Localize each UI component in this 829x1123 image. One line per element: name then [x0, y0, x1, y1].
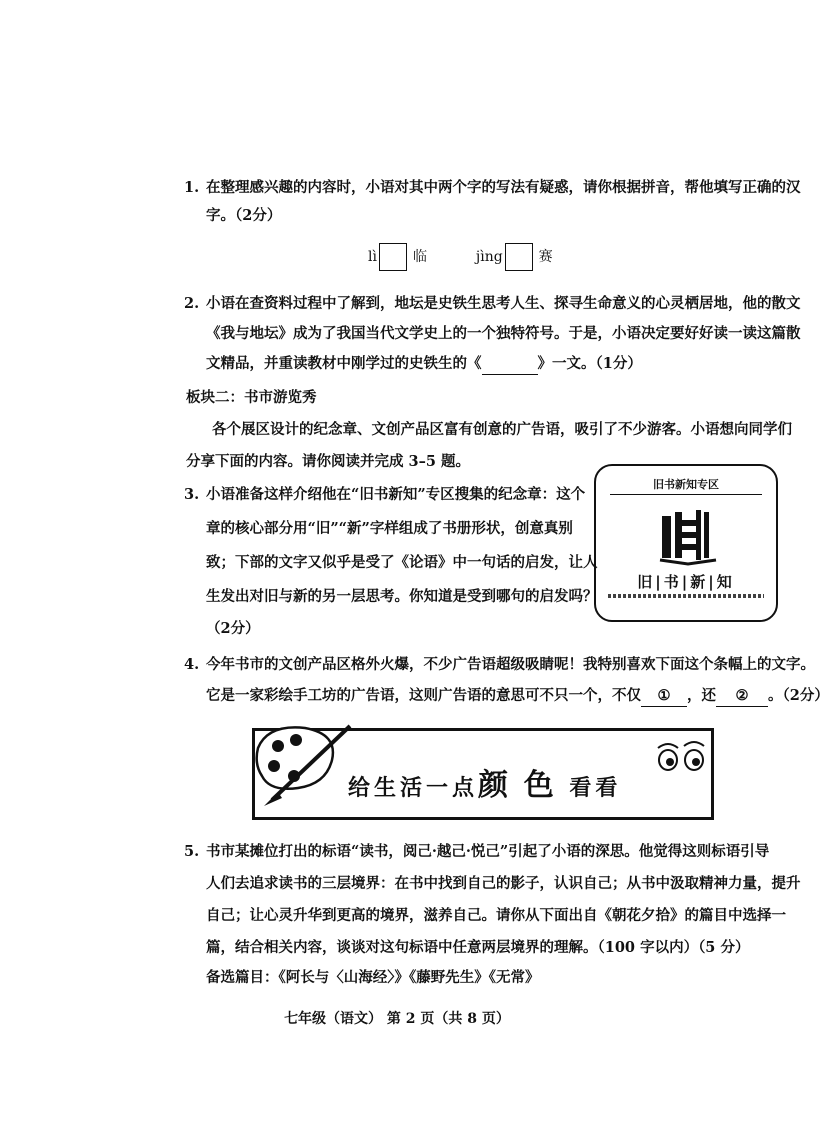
q3-line-3: 致；下部的文字又似乎是受了《论语》中一句话的启发，让人	[206, 554, 598, 571]
q4-line-1: 今年书市的文创产品区格外火爆，不少广告语超级吸睛呢！我特别喜欢下面这个条幅上的文字。	[206, 656, 815, 673]
q5-line-5: 备选篇目：《阿长与〈山海经〉》《藤野先生》《无常》	[206, 969, 540, 986]
q2-line-3-start: 文精品，并重读教材中刚学过的史铁生的《	[206, 355, 482, 372]
q1-number: 1.	[184, 179, 200, 196]
pinyin-2: jìng	[475, 249, 503, 265]
q5-line-3: 自己；让心灵升华到更高的境界，滋养自己。请你从下面出自《朝花夕拾》的篇目中选择一	[206, 907, 786, 924]
q3-line-2: 章的核心部分用“旧”“新”字样组成了书册形状，创意真别	[206, 520, 573, 537]
commemorative-badge	[594, 464, 778, 622]
q4-blank-2[interactable]: ②	[716, 686, 768, 707]
badge-title: 旧书新知专区	[653, 478, 719, 491]
banner-part-1: 给生活一点	[348, 776, 479, 801]
q3-line-5: （2分）	[206, 620, 260, 637]
q5-line-1: 书市某摊位打出的标语“读书，阅己·越己·悦己”引起了小语的深思。他觉得这则标语引导	[206, 843, 770, 860]
word-2: 赛	[538, 249, 553, 265]
q5-line-2: 人们去追求读书的三层境界：在书中找到自己的影子，认识自己；从书中汲取精神力量，提升	[206, 875, 801, 892]
q1-line-1: 在整理感兴趣的内容时，小语对其中两个字的写法有疑惑，请你根据拼音，帮他填写正确的汉	[206, 179, 801, 196]
q5-number: 5.	[184, 843, 200, 860]
q3-line-4: 生发出对旧与新的另一层思考。你知道是受到哪句的启发吗？	[206, 588, 598, 605]
banner-part-4: 看看	[569, 776, 622, 801]
page-footer: 七年级（语文） 第 2 页（共 8 页）	[284, 1011, 510, 1027]
palette-brush-icon	[250, 718, 360, 808]
pinyin-1: lì	[368, 249, 377, 265]
q4-number: 4.	[184, 656, 200, 673]
q1-line-2: 字。（2分）	[206, 207, 282, 224]
q2-answer-blank[interactable]	[482, 354, 538, 375]
q2-line-3	[206, 354, 642, 375]
q2-line-1: 小语在查资料过程中了解到，地坛是史铁生思考人生、探寻生命意义的心灵栖居地，他的散文	[206, 295, 801, 312]
banner-slogan	[348, 760, 621, 804]
q4-blank-1[interactable]: ①	[641, 686, 687, 707]
q5-line-4: 篇，结合相关内容，谈谈对这句标语中任意两层境界的理解。（100 字以内）（5 分）	[206, 939, 750, 956]
q1-pinyin-row	[368, 243, 553, 271]
q3-number: 3.	[184, 486, 200, 503]
q4-line-2-start: 它是一家彩绘手工坊的广告语，这则广告语的意思可不只一个，不仅	[206, 687, 641, 704]
eyes-doodle-icon	[654, 738, 710, 782]
answer-box-2[interactable]	[505, 243, 533, 271]
q4-line-2-mid: ，还	[687, 687, 716, 704]
section-2-intro-2: 分享下面的内容。请你阅读并完成 3–5 题。	[186, 453, 471, 470]
book-logo-icon	[658, 508, 718, 568]
q2-number: 2.	[184, 295, 200, 312]
section-2-intro-1: 各个展区设计的纪念章、文创产品区富有创意的广告语，吸引了不少游客。小语想向同学们	[212, 421, 792, 438]
q2-line-2: 《我与地坛》成为了我国当代文学史上的一个独特符号。于是，小语决定要好好读一读这篇散	[206, 325, 801, 342]
banner-part-3: 色	[523, 768, 558, 803]
q3-line-1: 小语准备这样介绍他在“旧书新知”专区搜集的纪念章：这个	[206, 486, 586, 503]
section-2-title: 板块二：书市游览秀	[186, 389, 317, 406]
banner-part-2: 颜	[478, 768, 513, 803]
answer-box-1[interactable]	[379, 243, 407, 271]
q4-line-2	[206, 686, 829, 707]
word-1: 临	[412, 249, 427, 265]
q2-line-3-end: 》一文。（1分）	[537, 355, 642, 372]
badge-name: 旧|书|新|知	[637, 573, 735, 591]
q4-line-2-end: 。（2分）	[768, 687, 829, 704]
